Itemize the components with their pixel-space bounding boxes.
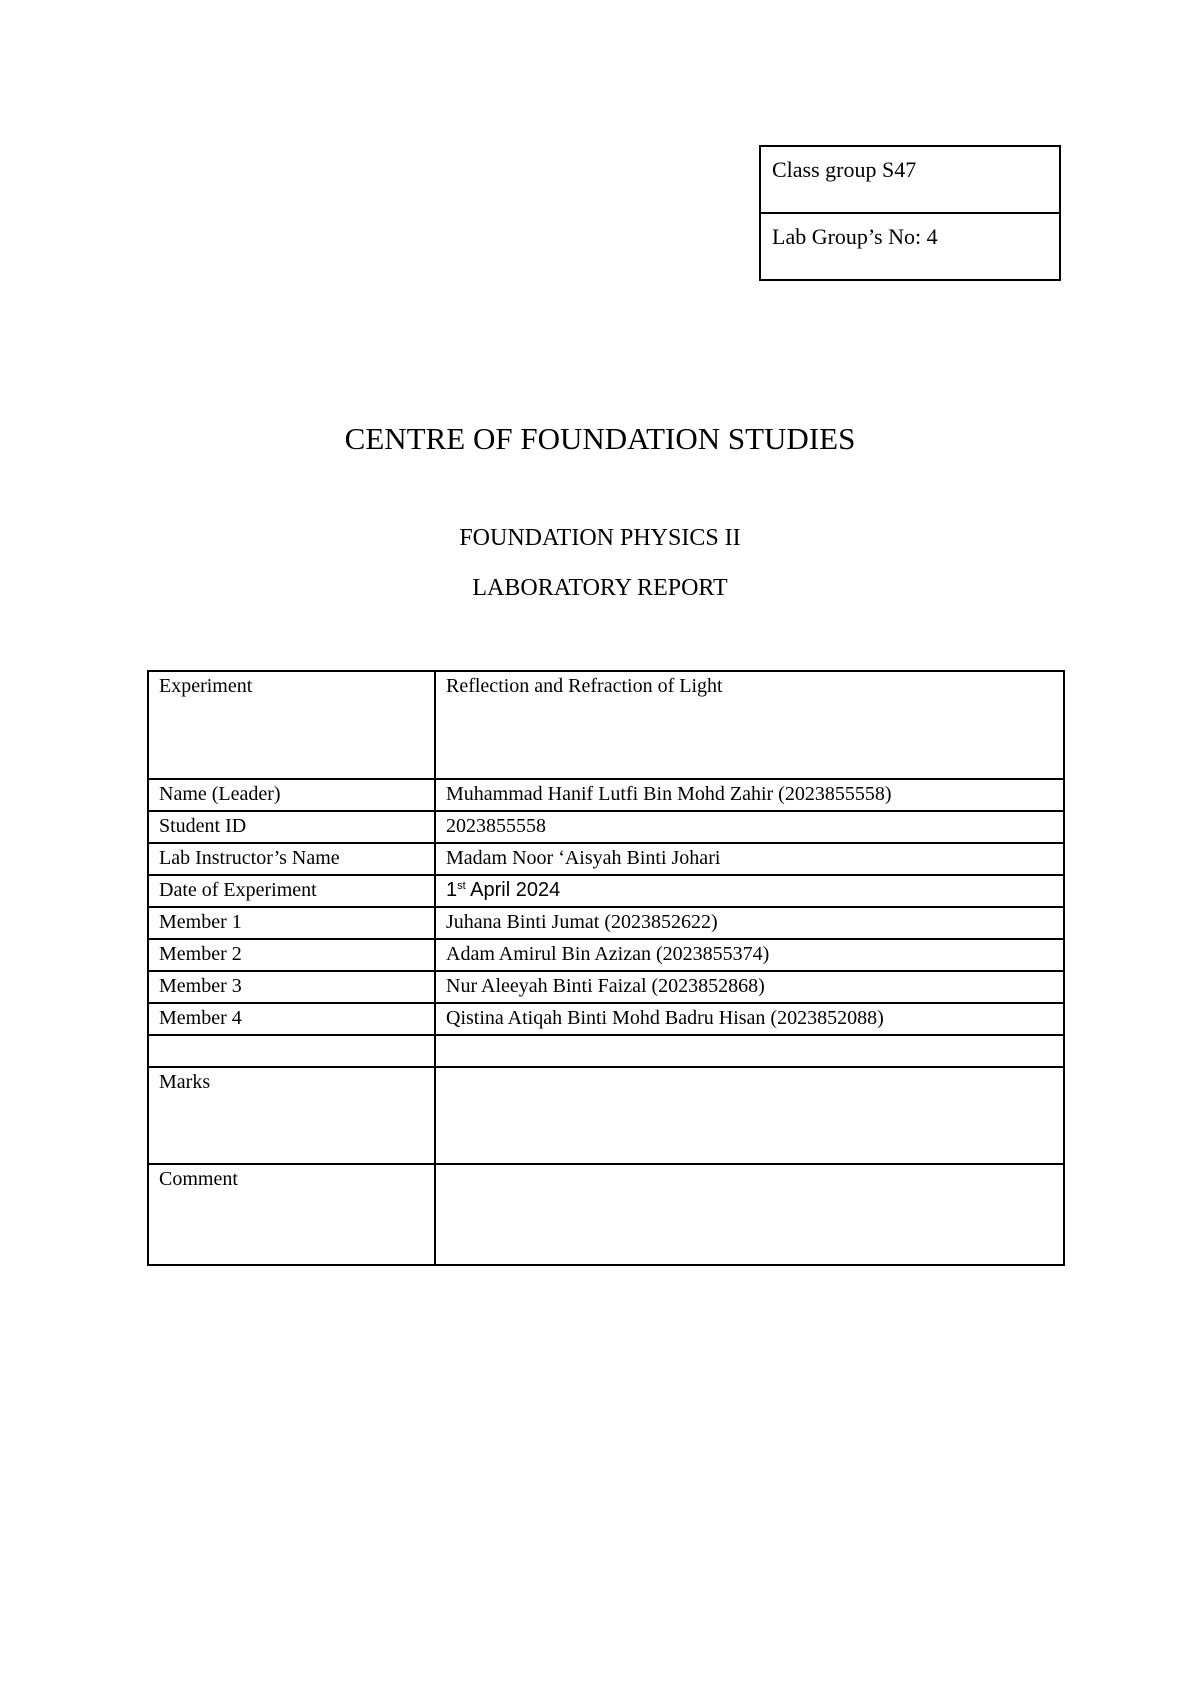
- lab-group-row: [760, 213, 1060, 280]
- table-row: [148, 907, 1064, 939]
- member3-label: Member 3: [148, 971, 435, 1003]
- class-group-row: [760, 146, 1060, 213]
- student-id-label: Student ID: [148, 811, 435, 843]
- comment-label: Comment: [148, 1164, 435, 1265]
- empty-table-row: [148, 1035, 1064, 1067]
- course-title: FOUNDATION PHYSICS II: [459, 525, 741, 551]
- group-info-box: [759, 145, 1061, 281]
- lab-group-cell: Lab Group’s No: 4: [760, 213, 1060, 280]
- experiment-value: Reflection and Refraction of Light: [435, 671, 1064, 779]
- centre-title: CENTRE OF FOUNDATION STUDIES: [344, 421, 856, 456]
- table-row: [148, 1003, 1064, 1035]
- table-row: [148, 939, 1064, 971]
- date-value: [435, 875, 1064, 907]
- member2-value: Adam Amirul Bin Azizan (2023855374): [435, 939, 1064, 971]
- class-group-cell: Class group S47: [760, 146, 1060, 213]
- marks-value: [435, 1067, 1064, 1164]
- table-row: [148, 843, 1064, 875]
- date-rest: April 2024: [465, 879, 561, 901]
- empty-value-cell: [435, 1035, 1064, 1067]
- instructor-label: Lab Instructor’s Name: [148, 843, 435, 875]
- experiment-label: Experiment: [148, 671, 435, 779]
- date-suffix: st: [457, 880, 466, 892]
- table-row: [148, 971, 1064, 1003]
- member1-label: Member 1: [148, 907, 435, 939]
- member4-value: Qistina Atiqah Binti Mohd Badru Hisan (2023852088): [435, 1003, 1064, 1035]
- leader-label: Name (Leader): [148, 779, 435, 811]
- comment-value: [435, 1164, 1064, 1265]
- student-id-value: 2023855558: [435, 811, 1064, 843]
- member2-label: Member 2: [148, 939, 435, 971]
- table-row: [148, 671, 1064, 779]
- empty-label-cell: [148, 1035, 435, 1067]
- member3-value: Nur Aleeyah Binti Faizal (2023852868): [435, 971, 1064, 1003]
- table-row: [148, 1164, 1064, 1265]
- report-title: LABORATORY REPORT: [472, 575, 728, 601]
- table-row: [148, 1067, 1064, 1164]
- leader-value: Muhammad Hanif Lutfi Bin Mohd Zahir (2023855558): [435, 779, 1064, 811]
- member1-value: Juhana Binti Jumat (2023852622): [435, 907, 1064, 939]
- marks-label: Marks: [148, 1067, 435, 1164]
- table-row: [148, 875, 1064, 907]
- date-label: Date of Experiment: [148, 875, 435, 907]
- table-row: [148, 779, 1064, 811]
- report-info-table: [147, 670, 1065, 1266]
- member4-label: Member 4: [148, 1003, 435, 1035]
- instructor-value: Madam Noor ‘Aisyah Binti Johari: [435, 843, 1064, 875]
- date-day: 1: [446, 879, 458, 901]
- table-row: [148, 811, 1064, 843]
